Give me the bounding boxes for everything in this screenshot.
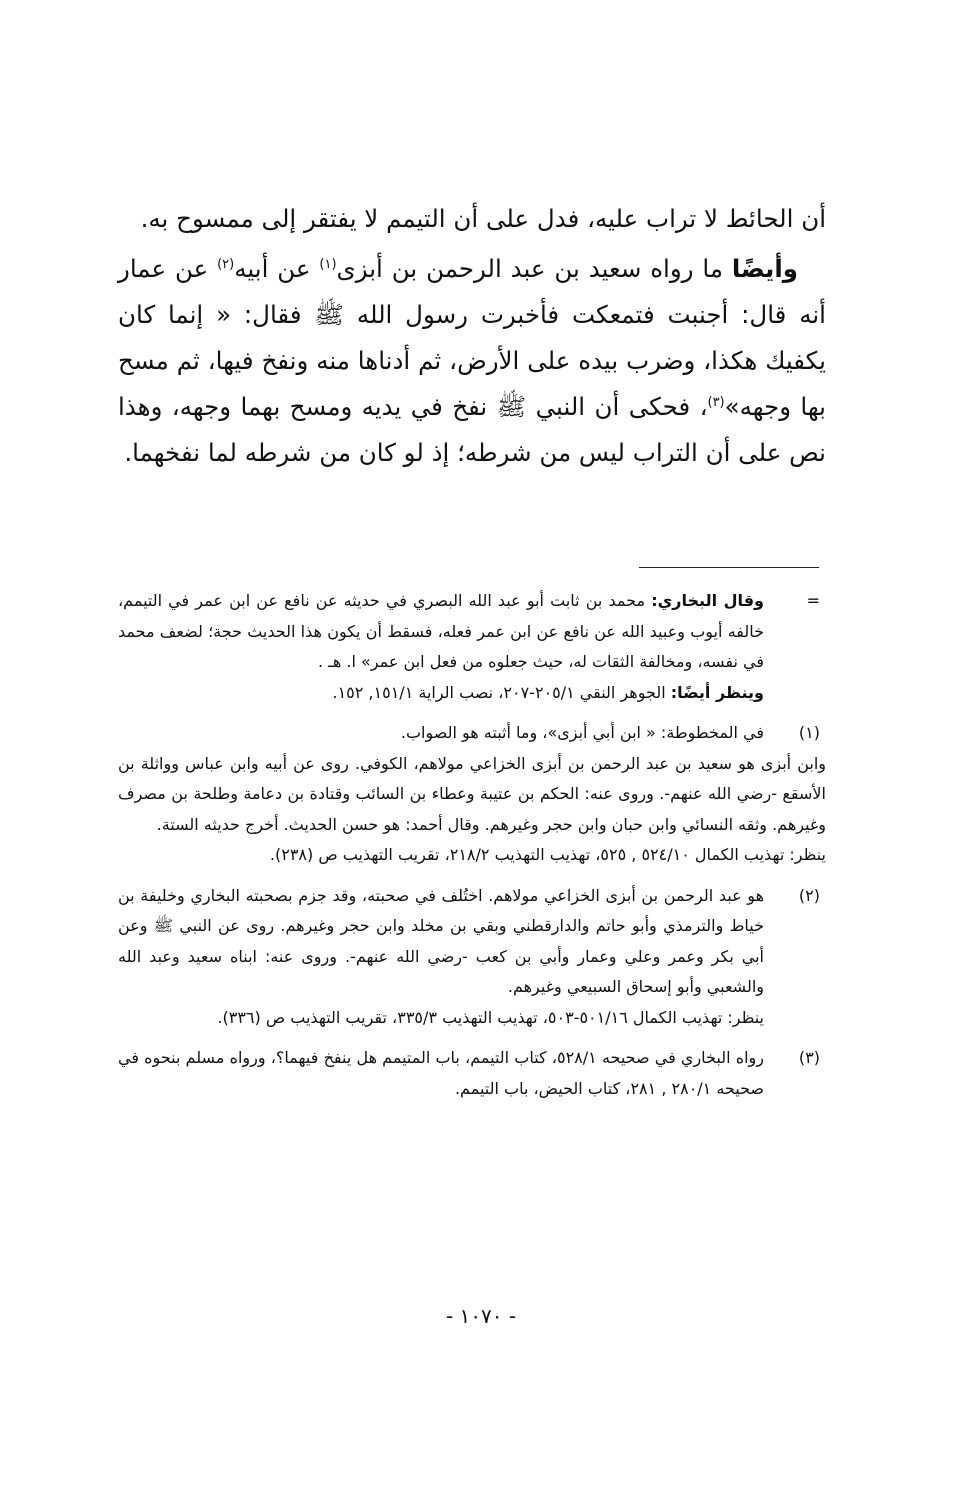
footnote-body: رواه البخاري في صحيحه ٥٢٨/١، كتاب التيمم، باب المتيمم هل ينفخ فيهما؟، ورواه مسلم بنحوه في صحيحه ٢٨٠/١ , ٢٨١، كتاب الحيض، باب التيمم. (118, 1048, 764, 1098)
paragraph-text-c: عن عمار أنه قال: أجنبت فتمعكت فأخبرت رسول الله ﷺ فقال: « إنما كان يكفيك هكذا، وضرب بيده على الأرض، ثم أدناها منه ونفخ فيها، ثم مسح بها وجهه» (118, 254, 826, 421)
paragraph-text-b: عن أبيه (234, 254, 311, 283)
page-number: - ١٠٧٠ - (445, 1304, 517, 1328)
main-line-1: أن الحائط لا تراب عليه، فدل على أن التيمم لا يفتقر إلى ممسوح به. (140, 204, 826, 233)
footnote-reference: ينظر: تهذيب الكمال ٥٠١/١٦-٥٠٣، تهذيب التهذيب ٣٣٥/٣، تقريب التهذيب ص (٣٣٦). (217, 1007, 764, 1027)
footnote-ref-2: (٢) (217, 256, 235, 272)
footnote-ref-3: (٣) (707, 394, 725, 410)
paragraph-text-a: ما رواه سعيد بن عبد الرحمن بن أبزى (336, 254, 723, 283)
paragraph-text-d: ، فحكى أن النبي ﷺ نفخ في يديه ومسح بهما وجهه، وهذا نص على أن التراب ليس من شرطه؛ إذ لو كان من شرطه لما نفخهما. (118, 392, 826, 467)
footnote-mark: = (806, 591, 820, 610)
footnote-ref-text: الجوهر النقي ٢٠٥/١-٢٠٧، نصب الراية ١٥١/١, ١٥٢. (332, 682, 666, 702)
footnote-1 (118, 718, 826, 871)
footnote-first-line: في المخطوطة: « ابن أبي أبزى»، وما أثبته هو الصواب. (400, 723, 764, 742)
footnote-3 (118, 1043, 826, 1104)
footnote-2 (118, 881, 826, 1034)
footnote-mark: (١) (798, 723, 820, 742)
footnote-body: محمد بن ثابت أبو عبد الله البصري في حديثه عن نافع عن ابن عمر في التيمم، خالفه أيوب وعبيد الله عن نافع عن ابن عمر فعله، فسقط أن يكون هذا الحديث حجة؛ لضعف محمد في نفسه، ومخالفة الثقات له، حيث جعلوه من فعل ابن عمر» ا. هـ . (118, 591, 764, 671)
footnotes (118, 586, 826, 1114)
footnote-reference: ينظر: تهذيب الكمال ٥٢٤/١٠ , ٥٢٥، تهذيب التهذيب ٢١٨/٢، تقريب التهذيب ص (٢٣٨). (269, 845, 826, 864)
paragraph-lead-word: وأيضًا (731, 254, 799, 283)
main-paragraph-2 (118, 246, 826, 476)
footnote-mark: (٢) (798, 885, 820, 905)
footnote-separator (639, 567, 819, 568)
footnote-reference (118, 678, 764, 709)
footnote-body: وابن أبزى هو سعيد بن عبد الرحمن بن أبزى الخزاعي مولاهم، الكوفي. روى عن أبيه وابن عباس وواثلة بن الأسقع -رضي الله عنهم-. وروى عنه: الحكم بن عتيبة وعطاء بن السائب وقتادة بن دعامة وطلحة بن مصرف وغيرهم. وثقه النسائي وابن حبان وابن حجر وغيرهم. وقال أحمد: هو حسن الحديث. أخرج حديثه الستة. (118, 753, 826, 834)
footnote-mark: (٣) (798, 1048, 820, 1067)
footnote-continued (118, 586, 826, 708)
footnote-lead: وقال البخاري: (651, 591, 764, 610)
footnote-ref-lead: وينظر أيضًا: (670, 682, 764, 702)
footnote-text (118, 586, 764, 678)
main-text (118, 196, 826, 480)
footnote-ref-1: (١) (319, 256, 337, 272)
footnote-body: هو عبد الرحمن بن أبزى الخزاعي مولاهم. اختُلف في صحبته، وقد جزم بصحبته البخاري وخليفة بن خياط والترمذي وأبو حاتم والدارقطني وبقي بن مخلد وابن حجر وغيرهم. روى عن النبي ﷺ وعن أبي بكر وعمر وعلي وعمار وأبي بن كعب -رضي الله عنهم-. وروى عنه: ابناه سعيد وعبد الله والشعبي وأبو إسحاق السبيعي وغيرهم. (118, 885, 764, 996)
